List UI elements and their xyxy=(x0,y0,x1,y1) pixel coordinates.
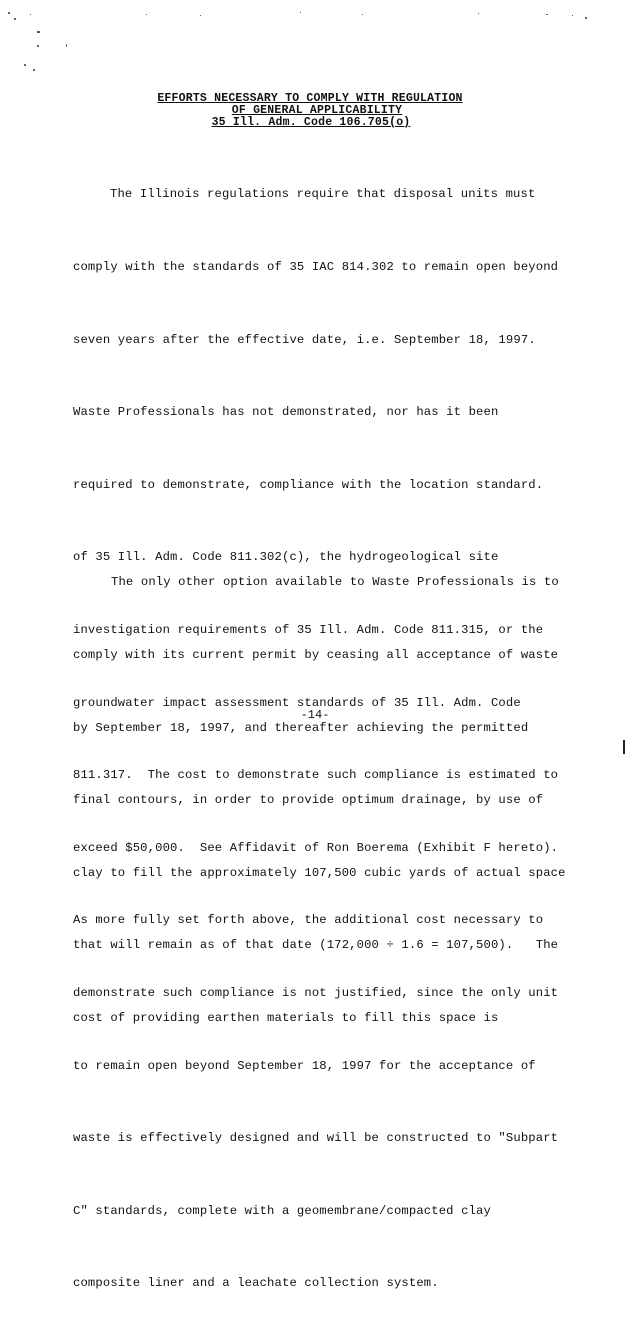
scan-edge-mark xyxy=(623,740,625,754)
paragraph-line: groundwater impact assessment standards of 35 Ill. Adm. Code xyxy=(73,695,521,710)
scan-speck xyxy=(362,14,363,15)
paragraph-line: The only other option available to Waste Professionals is to xyxy=(111,575,559,590)
paragraph-line: cost of providing earthen materials to fill this space is xyxy=(73,1010,499,1025)
paragraph-line: comply with its current permit by ceasing all acceptance of waste xyxy=(73,648,559,662)
scan-speck xyxy=(146,14,147,15)
heading-line-1-text: EFFORTS NECESSARY TO COMPLY WITH REGULATION xyxy=(157,92,463,105)
scan-speck xyxy=(14,18,16,20)
scan-speck xyxy=(200,15,201,16)
paragraph-line: C" standards, complete with a geomembrane/compacted clay xyxy=(73,1203,491,1218)
paragraph-line: demonstrate such compliance is not justified, since the only unit xyxy=(73,985,559,1000)
paragraph-line: exceed $50,000. See Affidavit of Ron Boerema (Exhibit F hereto). xyxy=(73,840,559,855)
heading-line-3 xyxy=(0,117,626,129)
scan-speck xyxy=(24,64,26,66)
paragraph-line: that will remain as of that date (172,000 ÷ 1.6 = 107,500). The xyxy=(73,938,559,953)
paragraph-line: comply with the standards of 35 IAC 814.302 to remain open beyond xyxy=(73,260,559,274)
paragraph-line: required to demonstrate, compliance with the location standard. xyxy=(73,477,544,492)
paragraph-2 xyxy=(73,522,573,1079)
heading-line-3-text: 35 Ill. Adm. Code 106.705(o) xyxy=(211,116,411,129)
scan-specks xyxy=(0,0,630,90)
paragraph-line: to remain open beyond September 18, 1997 for the acceptance of xyxy=(73,1058,536,1073)
scan-speck xyxy=(66,44,67,47)
paragraph-line: 811.317. The cost to demonstrate such compliance is estimated to xyxy=(73,768,559,783)
paragraph-line: final contours, in order to provide optimum drainage, by use of xyxy=(73,793,544,808)
paragraph-line: by September 18, 1997, and thereafter achieving the permitted xyxy=(73,720,529,735)
page-number: -14- xyxy=(300,708,330,722)
paragraph-line: waste is effectively designed and will be constructed to "Subpart xyxy=(73,1131,559,1146)
paragraph-line: of 35 Ill. Adm. Code 811.302(c), the hydrogeological site xyxy=(73,550,499,565)
scan-speck xyxy=(33,69,35,71)
scan-speck xyxy=(37,31,40,33)
paragraph-line: investigation requirements of 35 Ill. Adm. Code 811.315, or the xyxy=(73,622,544,637)
scan-speck xyxy=(300,12,301,13)
scan-speck xyxy=(30,14,31,15)
scan-speck xyxy=(585,17,587,19)
paragraph-line: clay to fill the approximately 107,500 cubic yards of actual space xyxy=(73,865,566,880)
scan-speck xyxy=(572,15,573,16)
paragraph-line: Waste Professionals has not demonstrated, nor has it been xyxy=(73,405,499,420)
paragraph-line: The Illinois regulations require that disposal units must xyxy=(110,187,536,202)
paragraph-line: seven years after the effective date, i.e. September 18, 1997. xyxy=(73,332,536,347)
paragraph-line: As more fully set forth above, the additional cost necessary to xyxy=(73,913,544,928)
scan-speck xyxy=(546,14,548,15)
scan-speck xyxy=(8,12,10,14)
scan-speck xyxy=(478,13,479,14)
heading-line-2-text: OF GENERAL APPLICABILITY xyxy=(231,104,403,117)
scan-speck xyxy=(37,45,39,47)
paragraph-line: composite liner and a leachate collection system. xyxy=(73,1276,439,1291)
